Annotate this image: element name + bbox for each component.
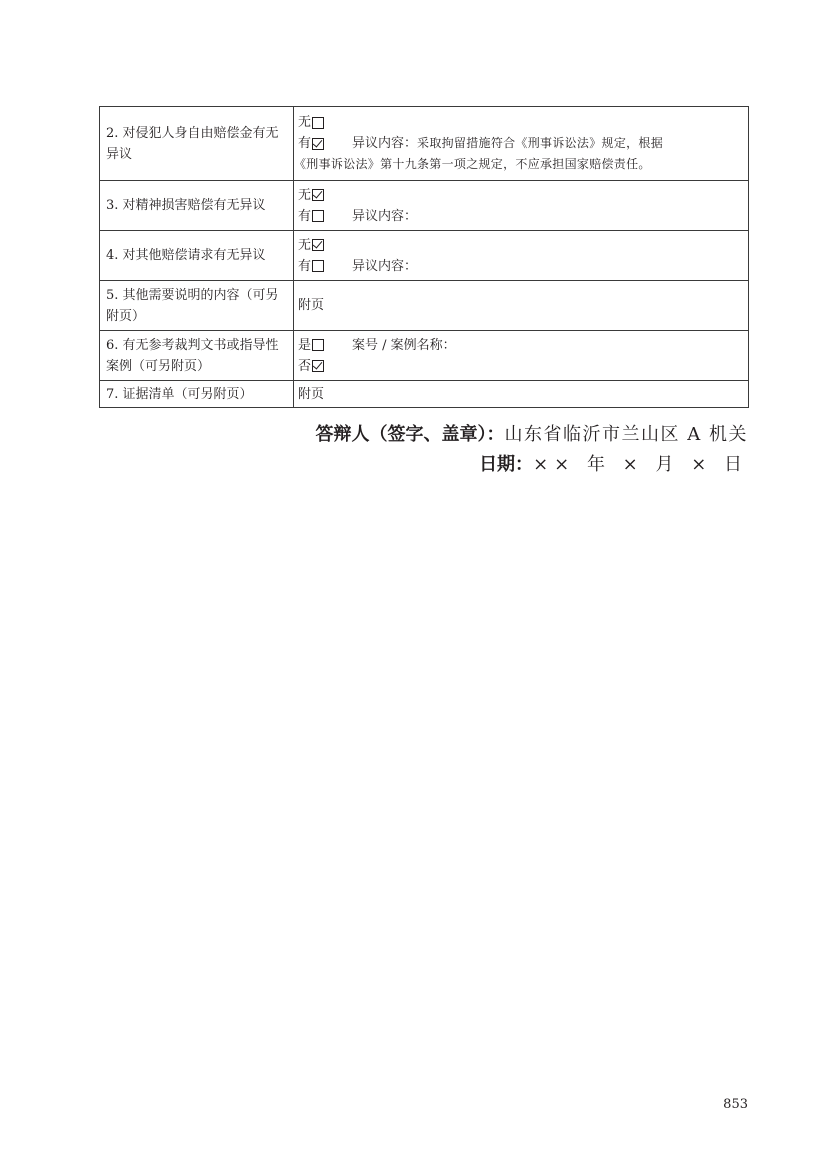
objection-label: 异议内容：: [352, 136, 418, 151]
option-label: 有: [298, 258, 312, 274]
checkbox-icon[interactable]: [312, 210, 324, 222]
question-cell: 3. 对精神损害赔偿有无异议: [100, 181, 294, 231]
option-none: [298, 235, 743, 256]
option-label: 无: [298, 237, 312, 253]
table-row: [100, 381, 749, 408]
case-label: 案号 / 案例名称：: [352, 337, 456, 353]
answer-cell: [294, 181, 749, 231]
objection-text: 采取拘留措施符合《刑事诉讼法》规定，根据: [417, 136, 664, 150]
option-label: 无: [298, 187, 312, 203]
date-label: 日期：: [479, 454, 534, 475]
checkbox-icon[interactable]: [312, 260, 324, 272]
checkbox-checked-icon[interactable]: [312, 239, 324, 251]
option-no: [298, 356, 743, 377]
table-row: [100, 281, 749, 331]
question-cell: 6. 有无参考裁判文书或指导性案例（可另附页）: [100, 331, 294, 381]
answer-cell: [294, 107, 749, 181]
date-value: ×× 年 × 月 × 日: [533, 454, 748, 475]
option-label: 有: [298, 136, 312, 151]
objection-label: 异议内容：: [352, 208, 418, 224]
objection-text-continued: 《刑事诉讼法》第十九条第一项之规定，不应承担国家赔偿责任。: [294, 157, 651, 171]
option-none: [298, 112, 743, 133]
table-row: [100, 107, 749, 181]
option-label: 否: [298, 358, 312, 374]
objection-label: 异议内容：: [352, 258, 418, 274]
signature-value: 山东省临沂市兰山区 A 机关: [504, 424, 748, 445]
answer-cell: 附页: [294, 281, 749, 331]
option-has: [298, 206, 743, 227]
option-yes: [298, 335, 743, 356]
option-label: 是: [298, 337, 312, 353]
question-cell: 4. 对其他赔偿请求有无异议: [100, 231, 294, 281]
table-row: [100, 231, 749, 281]
option-label: 有: [298, 208, 312, 224]
option-has: [298, 133, 743, 154]
signature-line: [316, 420, 748, 446]
option-has: [298, 256, 743, 277]
defense-form-table: [99, 106, 749, 408]
checkbox-checked-icon[interactable]: [312, 360, 324, 372]
answer-cell: [294, 231, 749, 281]
question-cell: 2. 对侵犯人身自由赔偿金有无异议: [100, 107, 294, 181]
date-line: [479, 450, 748, 476]
option-none: [298, 185, 743, 206]
answer-cell: [294, 331, 749, 381]
option-label: 无: [298, 115, 312, 130]
question-cell: 5. 其他需要说明的内容（可另附页）: [100, 281, 294, 331]
checkbox-icon[interactable]: [312, 117, 324, 129]
checkbox-icon[interactable]: [312, 339, 324, 351]
page-number: 853: [723, 1097, 748, 1112]
answer-cell: 附页: [294, 381, 749, 408]
question-cell: 7. 证据清单（可另附页）: [100, 381, 294, 408]
signature-label: 答辩人（签字、盖章）：: [315, 424, 505, 445]
checkbox-checked-icon[interactable]: [312, 189, 324, 201]
table-row: [100, 331, 749, 381]
checkbox-checked-icon[interactable]: [312, 138, 324, 150]
table-row: [100, 181, 749, 231]
